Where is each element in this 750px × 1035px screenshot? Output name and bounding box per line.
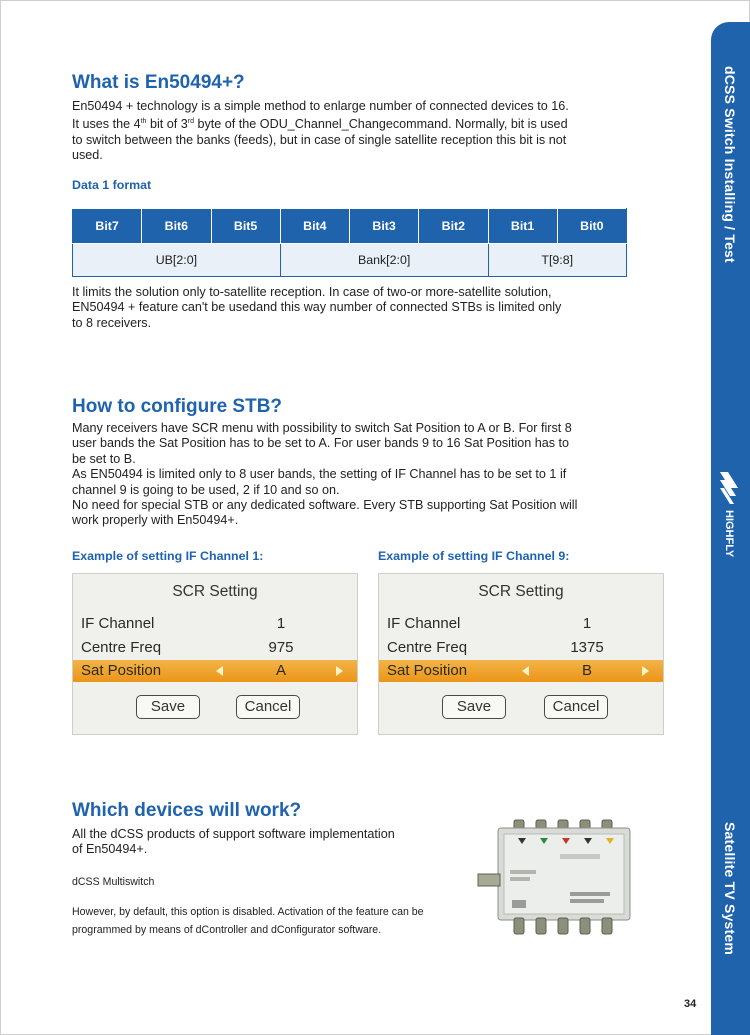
scr-title: SCR Setting: [172, 583, 258, 600]
if-channel-label: IF Channel: [387, 615, 461, 632]
highfly-logo: [716, 468, 746, 568]
sat-position-row: [379, 660, 663, 682]
bit-group-bank: Bank[2:0]: [280, 244, 488, 277]
arrow-left-icon: [216, 666, 223, 676]
example1-caption: Example of setting IF Channel 1:: [72, 549, 264, 563]
side-title-top: dCSS Switch Installing / Test: [722, 66, 738, 263]
bit-header: Bit5: [211, 209, 280, 244]
if-channel-label: IF Channel: [81, 615, 155, 632]
devices-paragraph: All the dCSS products of support software implementation of En50494+.: [72, 827, 395, 857]
sat-position-label: Sat Position: [387, 662, 468, 679]
cancel-button: Cancel: [544, 695, 608, 719]
bit-header: Bit6: [142, 209, 211, 244]
if-channel-row: [73, 613, 357, 635]
sat-position-label: Sat Position: [81, 662, 162, 679]
centre-freq-row: [73, 637, 357, 659]
if-channel-row: [379, 613, 663, 635]
save-button: Save: [136, 695, 200, 719]
bit-header: Bit7: [73, 209, 142, 244]
centre-freq-value: 1375: [570, 639, 604, 656]
scr-title: SCR Setting: [478, 583, 564, 600]
sat-position-value: A: [275, 662, 286, 679]
centre-freq-label: Centre Freq: [387, 639, 468, 656]
scr-setting-screen-2: [378, 573, 664, 735]
scr-setting-screen-1: [72, 573, 358, 735]
heading-what-is: What is En50494+?: [72, 72, 245, 93]
centre-freq-value: 975: [268, 639, 294, 656]
if-channel-value: 1: [582, 615, 592, 632]
activation-note: However, by default, this option is disabled. Activation of the feature can be programmed by means of dController and dConfigurator software.: [72, 906, 424, 936]
sat-position-value: B: [581, 662, 592, 679]
bit-header: Bit0: [557, 209, 626, 244]
if-channel-value: 1: [276, 615, 286, 632]
arrow-right-icon: [336, 666, 343, 676]
bit-header: Bit3: [350, 209, 419, 244]
bit-header: Bit1: [488, 209, 557, 244]
product-name: dCSS Multiswitch: [72, 876, 155, 888]
sat-position-row: [73, 660, 357, 682]
example2-caption: Example of setting IF Channel 9:: [378, 549, 570, 563]
data-format-title: Data 1 format: [72, 178, 152, 192]
bit-header: Bit4: [280, 209, 349, 244]
arrow-right-icon: [642, 666, 649, 676]
bit-header: Bit2: [419, 209, 488, 244]
page-number: 34: [684, 998, 697, 1010]
intro-paragraph: En50494 + technology is a simple method to enlarge number of connected devices to 16. It uses the 4th bit of 3rd byte of the ODU_Channel_Changecommand. Normally, bit is used to switch between the banks (feeds), but in case of single satellite reception this bit is not used.: [72, 99, 569, 163]
multiswitch-photo: [474, 818, 636, 938]
side-title-bottom: Satellite TV System: [722, 822, 738, 955]
save-button: Save: [442, 695, 506, 719]
configure-paragraph: Many receivers have SCR menu with possibility to switch Sat Position to A or B. For first 8 user bands the Sat Position has to be set to A. For user bands 9 to 16 Sat Position has to be set to B. As EN50494 is limited only to 8 user bands, the setting of IF Channel has to be set to 1 if channel 9 is going to be used, 2 if 10 and so on. No need for special STB or any dedicated software. Every STB supporting Sat Position will work properly with En50494+.: [72, 421, 578, 528]
bit-group-t: T[9:8]: [488, 244, 627, 277]
bit-group-ub: UB[2:0]: [73, 244, 281, 277]
logo-wordmark: HIGHFLY: [723, 510, 735, 558]
centre-freq-row: [379, 637, 663, 659]
cancel-button: Cancel: [236, 695, 300, 719]
heading-devices: Which devices will work?: [72, 800, 302, 821]
data-format-table: [72, 208, 627, 277]
heading-configure-stb: How to configure STB?: [72, 396, 283, 417]
arrow-left-icon: [522, 666, 529, 676]
centre-freq-label: Centre Freq: [81, 639, 162, 656]
limitation-paragraph: It limits the solution only to-satellite reception. In case of two-or more-satellite solution, EN50494 + feature can't be usedand this way number of connected STBs is limited only to 8 receivers.: [72, 285, 562, 330]
